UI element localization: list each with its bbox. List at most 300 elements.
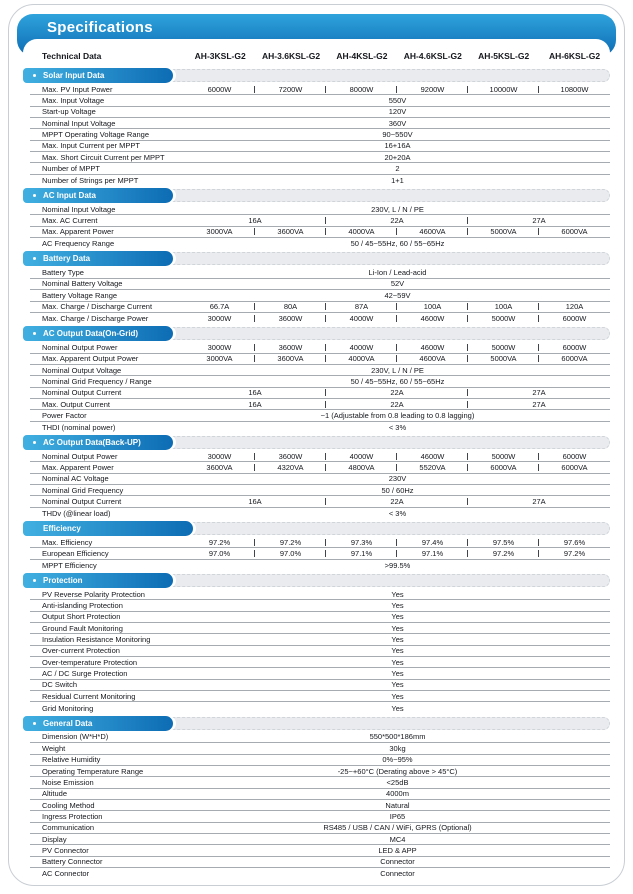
spec-row xyxy=(30,152,610,163)
spec-row xyxy=(30,777,610,788)
spec-label: Nominal Grid Frequency xyxy=(42,485,124,495)
spec-value: 4600W xyxy=(397,314,468,323)
spec-label: Nominal Output Current xyxy=(42,496,122,506)
spec-value: 6000W xyxy=(562,314,587,324)
spec-row xyxy=(30,342,610,353)
spec-value: 6000VA xyxy=(468,463,539,472)
spec-label: Ingress Protection xyxy=(42,811,103,821)
section-rows xyxy=(30,589,610,714)
spec-value: 16A xyxy=(184,400,326,409)
spec-row xyxy=(30,238,610,249)
spec-label: Nominal Input Voltage xyxy=(42,118,116,128)
model-column-header: AH-3KSL-G2 xyxy=(194,51,246,61)
spec-row xyxy=(30,496,610,507)
spec-row xyxy=(30,129,610,140)
section-title: Protection xyxy=(43,576,83,586)
spec-value: 120V xyxy=(388,107,407,117)
section-title-pill xyxy=(23,521,193,536)
spec-value: 5000W xyxy=(468,452,539,461)
bullet-icon xyxy=(33,579,36,582)
spec-value: 3600W xyxy=(255,343,326,352)
spec-row xyxy=(30,410,610,421)
spec-label: Max. Apparent Output Power xyxy=(42,354,139,364)
model-column-header: AH-6KSL-G2 xyxy=(549,51,601,61)
spec-values xyxy=(184,302,610,312)
spec-label: Cooling Method xyxy=(42,800,95,810)
spec-value: 97.2% xyxy=(563,549,586,559)
section-header xyxy=(23,436,610,449)
spec-value: Yes xyxy=(391,669,404,679)
spec-value: 16+16A xyxy=(384,141,411,151)
spec-label: THDI (nominal power) xyxy=(42,422,116,432)
spec-values xyxy=(185,141,610,151)
spec-values xyxy=(185,702,610,713)
spec-label: Max. Short Circuit Current per MPPT xyxy=(42,152,165,162)
spec-table xyxy=(23,39,610,879)
spec-label: Battery Connector xyxy=(42,857,103,867)
spec-label: Dimension (W*H*D) xyxy=(42,732,109,742)
spec-values xyxy=(185,646,610,656)
spec-value: 4600W xyxy=(397,343,468,352)
spec-value: 42~59V xyxy=(384,290,411,300)
spec-label: Relative Humidity xyxy=(42,755,101,765)
spec-value: 3600VA xyxy=(255,354,326,363)
spec-value: 80A xyxy=(255,302,326,311)
spec-value: 22A xyxy=(326,216,468,225)
spec-values xyxy=(185,623,610,633)
spec-value: 97.6% xyxy=(563,537,586,547)
spec-values xyxy=(185,589,610,599)
spec-row xyxy=(30,485,610,496)
spec-value: 3000VA xyxy=(184,354,255,363)
spec-value: LED & APP xyxy=(378,845,417,855)
spec-label: Nominal Output Voltage xyxy=(42,365,122,375)
spec-label: Max. Apparent Power xyxy=(42,227,114,237)
spec-value: 16A xyxy=(184,216,326,225)
spec-label: PV Reverse Polarity Protection xyxy=(42,589,145,599)
spec-value: 97.1% xyxy=(397,549,468,558)
spec-label: Over-temperature Protection xyxy=(42,657,138,667)
spec-value: 7200W xyxy=(255,85,326,94)
spec-row xyxy=(30,451,610,462)
spec-value: 22A xyxy=(326,388,468,397)
spec-value: 4000VA xyxy=(326,227,397,236)
spec-row xyxy=(30,857,610,868)
spec-values xyxy=(184,388,610,398)
spec-row xyxy=(30,623,610,634)
spec-row xyxy=(30,354,610,365)
spec-values xyxy=(185,422,610,433)
spec-value: 1+1 xyxy=(391,175,404,185)
spec-value: 50 / 45~55Hz, 60 / 55~65Hz xyxy=(350,376,445,386)
spec-values xyxy=(185,680,610,690)
spec-values xyxy=(185,95,610,105)
spec-row xyxy=(30,868,610,879)
spec-sheet-card xyxy=(8,4,625,886)
section-header xyxy=(23,189,610,202)
spec-value: 3000VA xyxy=(184,227,255,236)
spec-row xyxy=(30,548,610,559)
spec-label: Noise Emission xyxy=(42,777,94,787)
spec-label: PV Connector xyxy=(42,845,89,855)
spec-value: 3600VA xyxy=(184,463,255,472)
spec-values xyxy=(184,215,610,225)
spec-value: 4000m xyxy=(386,789,409,799)
spec-label: AC Connector xyxy=(42,869,90,879)
bullet-icon xyxy=(33,74,36,77)
spec-value: 52V xyxy=(390,279,405,289)
spec-label: AC / DC Surge Protection xyxy=(42,669,128,679)
spec-row xyxy=(30,474,610,485)
bullet-icon xyxy=(33,257,36,260)
spec-label: Grid Monitoring xyxy=(42,703,94,713)
spec-label: Weight xyxy=(42,743,66,753)
spec-value: 100A xyxy=(468,302,539,311)
spec-value: 4000W xyxy=(326,314,397,323)
section-header xyxy=(23,574,610,587)
spec-value: Natural xyxy=(385,800,410,810)
spec-value: 5000W xyxy=(468,343,539,352)
spec-value: 230V, L / N / PE xyxy=(371,204,424,214)
spec-row xyxy=(30,163,610,174)
spec-value: 97.2% xyxy=(255,538,326,547)
spec-label: Max. Charge / Discharge Power xyxy=(42,314,149,324)
model-column-header: AH-4KSL-G2 xyxy=(336,51,388,61)
spec-value: MC4 xyxy=(389,834,406,844)
spec-values xyxy=(185,118,610,128)
spec-value: 16A xyxy=(184,497,326,506)
spec-value: 6000W xyxy=(184,85,255,94)
model-column-header: AH-3.6KSL-G2 xyxy=(262,51,321,61)
spec-label: Altitude xyxy=(42,789,68,799)
spec-values xyxy=(185,129,610,139)
spec-values xyxy=(185,560,610,571)
spec-values xyxy=(185,668,610,678)
spec-value: -25~+60°C (Derating above > 45°C) xyxy=(337,766,458,776)
spec-values xyxy=(184,496,610,506)
spec-value: Yes xyxy=(391,601,404,611)
spec-value: 97.4% xyxy=(397,538,468,547)
spec-row xyxy=(30,755,610,766)
spec-label: Nominal Battery Voltage xyxy=(42,279,123,289)
spec-row xyxy=(30,508,610,519)
spec-row xyxy=(30,680,610,691)
spec-value: 97.0% xyxy=(255,549,326,558)
spec-value: 5000VA xyxy=(468,227,539,236)
spec-value: 4600W xyxy=(397,452,468,461)
spec-label: Anti-islanding Protection xyxy=(42,601,123,611)
spec-label: Nominal Input Voltage xyxy=(42,204,116,214)
spec-label: Insulation Resistance Monitoring xyxy=(42,635,151,645)
spec-values xyxy=(185,376,610,386)
spec-row xyxy=(30,789,610,800)
section-title: AC Output Data(Back-UP) xyxy=(43,437,141,447)
spec-value: Yes xyxy=(391,589,404,599)
section-title-pill xyxy=(23,716,173,731)
page-title: Specifications xyxy=(47,19,153,36)
bullet-icon xyxy=(33,441,36,444)
spec-value: 550V xyxy=(388,96,407,106)
spec-row xyxy=(30,834,610,845)
spec-label: Ground Fault Monitoring xyxy=(42,623,123,633)
column-header-row xyxy=(30,46,610,66)
spec-value: >99.5% xyxy=(384,560,411,570)
spec-value: 4000W xyxy=(326,343,397,352)
section-title-pill xyxy=(23,188,173,203)
section-rows xyxy=(30,451,610,519)
spec-value: 6000W xyxy=(562,451,587,461)
spec-values xyxy=(185,800,610,810)
spec-value: 22A xyxy=(326,497,468,506)
spec-label: Communication xyxy=(42,823,95,833)
spec-values xyxy=(185,857,610,867)
spec-label: Max. Input Voltage xyxy=(42,96,105,106)
spec-value: Yes xyxy=(391,691,404,701)
spec-row xyxy=(30,399,610,410)
spec-value: 5000VA xyxy=(468,354,539,363)
spec-row xyxy=(30,702,610,713)
spec-value: 6000VA xyxy=(561,462,588,472)
spec-values xyxy=(185,691,610,701)
section-rows xyxy=(30,537,610,571)
spec-value: RS485 / USB / CAN / WiFi, GPRS (Optional) xyxy=(323,823,472,833)
spec-values xyxy=(185,365,610,375)
spec-row xyxy=(30,95,610,106)
spec-value: Yes xyxy=(391,635,404,645)
spec-row xyxy=(30,227,610,238)
spec-value: 97.3% xyxy=(326,538,397,547)
sections xyxy=(23,69,610,879)
spec-value: 6000VA xyxy=(561,354,588,364)
spec-label: Max. Apparent Power xyxy=(42,462,114,472)
spec-value: Yes xyxy=(391,657,404,667)
spec-value: < 3% xyxy=(388,422,407,432)
spec-values xyxy=(184,451,610,461)
spec-row xyxy=(30,175,610,186)
spec-label: Max. Efficiency xyxy=(42,537,93,547)
spec-values xyxy=(184,84,610,94)
spec-value: 0%~95% xyxy=(382,755,413,765)
spec-row xyxy=(30,376,610,387)
spec-label: Number of Strings per MPPT xyxy=(42,175,139,185)
section-title: Efficiency xyxy=(43,524,81,533)
spec-label: Battery Type xyxy=(42,268,84,278)
spec-value: 230V, L / N / PE xyxy=(371,365,424,375)
spec-value: 22A xyxy=(326,400,468,409)
spec-values xyxy=(184,399,610,409)
spec-value: 97.0% xyxy=(184,549,255,558)
spec-values xyxy=(185,204,610,214)
spec-value: < 3% xyxy=(388,508,407,518)
spec-value: 2 xyxy=(395,164,400,174)
spec-values xyxy=(185,290,610,300)
spec-label: Number of MPPT xyxy=(42,164,100,174)
spec-values xyxy=(185,834,610,844)
spec-value: 4000VA xyxy=(326,354,397,363)
spec-values xyxy=(185,845,610,855)
spec-values xyxy=(185,612,610,622)
spec-value: 9200W xyxy=(397,85,468,94)
spec-label: European Efficiency xyxy=(42,549,109,559)
spec-row xyxy=(30,388,610,399)
spec-values xyxy=(185,485,610,495)
spec-row xyxy=(30,462,610,473)
spec-value: 4320VA xyxy=(255,463,326,472)
spec-values xyxy=(185,474,610,484)
spec-label: Battery Voltage Range xyxy=(42,290,118,300)
spec-value: 90~550V xyxy=(382,130,413,140)
spec-value: 6000VA xyxy=(561,227,588,237)
spec-values xyxy=(185,789,610,799)
spec-row xyxy=(30,141,610,152)
spec-row xyxy=(30,204,610,215)
spec-value: 4800VA xyxy=(326,463,397,472)
spec-values xyxy=(185,755,610,765)
spec-values xyxy=(184,313,610,324)
spec-value: 10800W xyxy=(560,84,589,94)
spec-value: 120A xyxy=(565,302,584,312)
spec-row xyxy=(30,612,610,623)
spec-values xyxy=(185,743,610,753)
spec-label: Nominal Grid Frequency / Range xyxy=(42,376,152,386)
spec-row xyxy=(30,537,610,548)
spec-row xyxy=(30,290,610,301)
spec-label: Display xyxy=(42,834,67,844)
spec-value: 66.7A xyxy=(184,302,255,311)
spec-values xyxy=(185,634,610,644)
spec-row xyxy=(30,634,610,645)
spec-label: Max. Charge / Discharge Current xyxy=(42,302,153,312)
spec-values xyxy=(184,537,610,547)
spec-row xyxy=(30,313,610,324)
spec-value: 27A xyxy=(532,388,546,398)
spec-values xyxy=(185,152,610,162)
spec-value: 97.2% xyxy=(468,549,539,558)
spec-value: Yes xyxy=(391,680,404,690)
spec-value: 27A xyxy=(532,216,546,226)
spec-value: 3600W xyxy=(255,452,326,461)
spec-value: 6000W xyxy=(562,342,587,352)
spec-row xyxy=(30,732,610,743)
section-header xyxy=(23,522,610,535)
spec-values xyxy=(185,163,610,173)
section-title: General Data xyxy=(43,718,93,728)
section-title: AC Output Data(On-Grid) xyxy=(43,329,139,339)
spec-row xyxy=(30,800,610,811)
spec-value: Yes xyxy=(391,646,404,656)
spec-row xyxy=(30,743,610,754)
spec-values xyxy=(185,175,610,186)
spec-values xyxy=(184,548,610,558)
spec-values xyxy=(185,238,610,249)
spec-row xyxy=(30,766,610,777)
spec-label: Operating Temperature Range xyxy=(42,766,144,776)
spec-value: 97.2% xyxy=(184,538,255,547)
section-rows xyxy=(30,342,610,433)
section-header xyxy=(23,69,610,82)
section-title-pill xyxy=(23,68,173,83)
spec-values xyxy=(185,508,610,519)
spec-row xyxy=(30,422,610,433)
spec-value: 27A xyxy=(532,399,546,409)
section-header xyxy=(23,327,610,340)
spec-label: Residual Current Monitoring xyxy=(42,691,136,701)
spec-value: 4600VA xyxy=(397,227,468,236)
spec-label: AC Frequency Range xyxy=(42,239,115,249)
section-header xyxy=(23,717,610,730)
spec-value: IP65 xyxy=(389,811,406,821)
spec-row xyxy=(30,600,610,611)
spec-row xyxy=(30,811,610,822)
spec-row xyxy=(30,823,610,834)
spec-label: Max. Input Current per MPPT xyxy=(42,141,140,151)
spec-values xyxy=(185,279,610,289)
spec-value: Connector xyxy=(380,869,415,879)
section-header xyxy=(23,252,610,265)
spec-value: 16A xyxy=(184,388,326,397)
section-title: Battery Data xyxy=(43,254,91,264)
bullet-icon xyxy=(33,332,36,335)
spec-label: Power Factor xyxy=(42,410,87,420)
spec-value: 8000W xyxy=(326,85,397,94)
section-title-pill xyxy=(23,326,173,341)
spec-row xyxy=(30,560,610,571)
spec-label: Nominal Output Power xyxy=(42,342,118,352)
spec-value: 100A xyxy=(397,302,468,311)
spec-value: 360V xyxy=(388,118,407,128)
spec-value: 230V xyxy=(388,474,407,484)
spec-row xyxy=(30,302,610,313)
spec-row xyxy=(30,691,610,702)
spec-row xyxy=(30,365,610,376)
spec-values xyxy=(184,354,610,364)
spec-row xyxy=(30,279,610,290)
spec-value: 550*500*186mm xyxy=(369,732,426,742)
spec-values xyxy=(185,766,610,776)
spec-row xyxy=(30,668,610,679)
spec-value: 3600VA xyxy=(255,227,326,236)
spec-label: Max. Output Current xyxy=(42,399,110,409)
spec-values xyxy=(185,107,610,117)
technical-data-heading: Technical Data xyxy=(42,51,102,61)
spec-value: 27A xyxy=(532,496,546,506)
spec-label: Nominal AC Voltage xyxy=(42,474,109,484)
spec-label: Max. PV Input Power xyxy=(42,84,113,94)
spec-label: THDv (@linear load) xyxy=(42,508,111,518)
spec-value: 10000W xyxy=(468,85,539,94)
spec-values xyxy=(185,600,610,610)
section-rows xyxy=(30,84,610,186)
spec-value: <25dB xyxy=(386,777,409,787)
spec-values xyxy=(184,342,610,352)
spec-label: Max. AC Current xyxy=(42,216,98,226)
spec-value: 3000W xyxy=(184,343,255,352)
spec-values xyxy=(185,823,610,833)
bullet-icon xyxy=(33,194,36,197)
spec-value: 50 / 60Hz xyxy=(381,485,414,495)
model-column-header: AH-5KSL-G2 xyxy=(478,51,530,61)
spec-row xyxy=(30,589,610,600)
bullet-icon xyxy=(33,722,36,725)
spec-values xyxy=(185,657,610,667)
spec-values xyxy=(185,868,610,879)
spec-label: Nominal Output Power xyxy=(42,451,118,461)
spec-value: 3000W xyxy=(184,314,255,323)
spec-value: 87A xyxy=(326,302,397,311)
spec-values xyxy=(185,811,610,821)
spec-values xyxy=(185,410,610,420)
section-title-pill xyxy=(23,251,173,266)
